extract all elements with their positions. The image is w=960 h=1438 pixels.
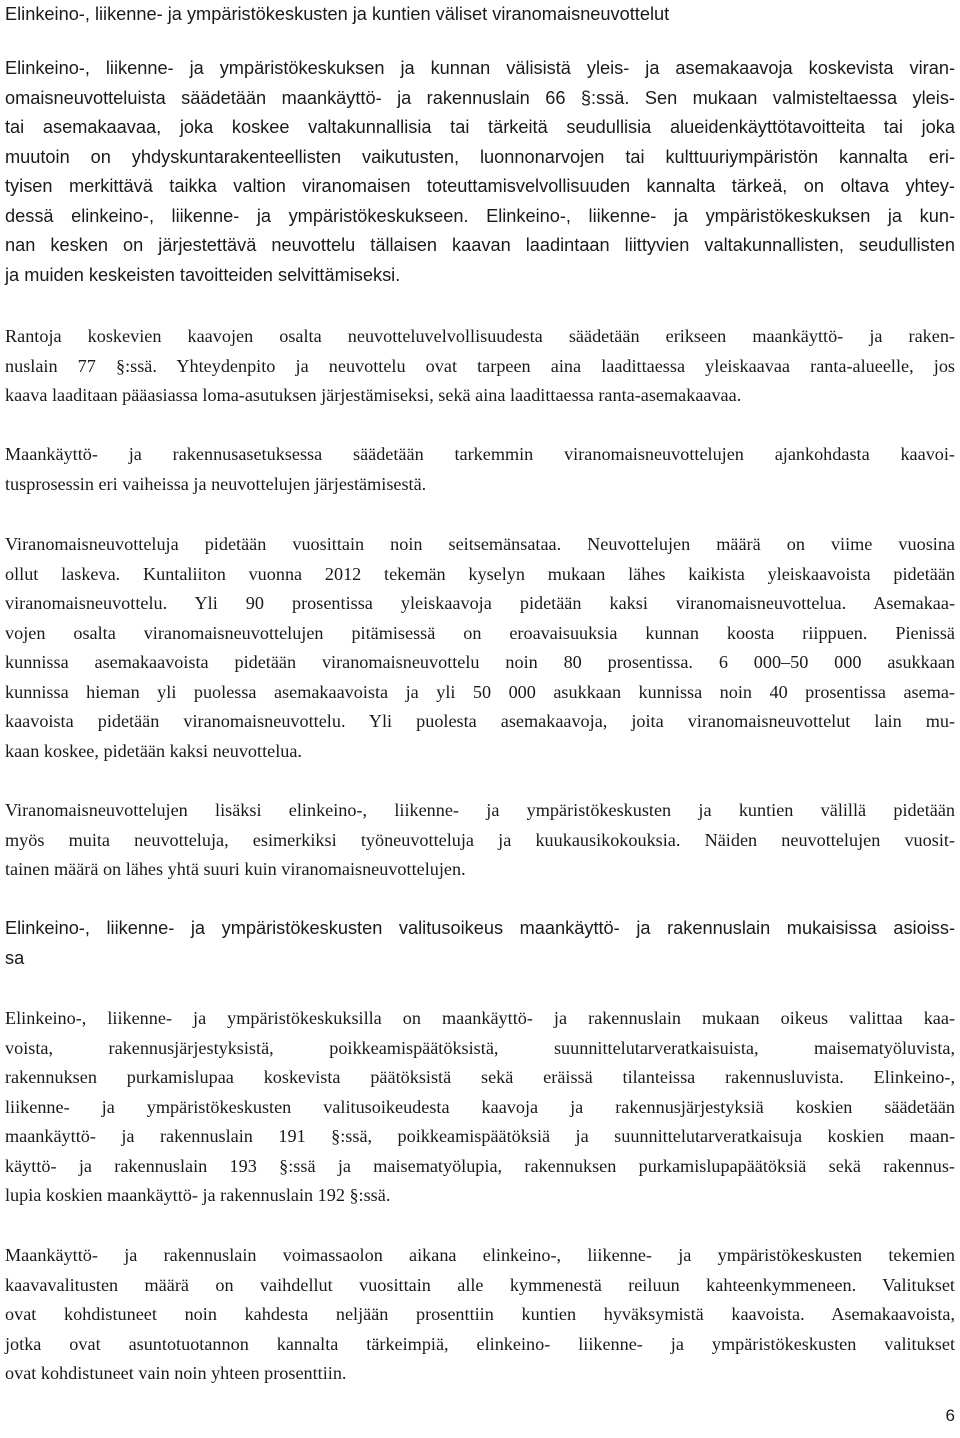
text-line: ovat kohdistuneet noin kahdesta neljään prosenttiin kuntien hyväksymistä kaavoista. Asemakaavoista, xyxy=(5,1304,955,1324)
text-line: kaavoista pidetään viranomaisneuvottelu. Yli puolesta asemakaavoja, joita viranomaisneuvottelut lain mu- xyxy=(5,711,955,731)
paragraph-4 xyxy=(5,530,955,766)
text-line: Maankäyttö- ja rakennusasetuksessa säädetään tarkemmin viranomaisneuvottelujen ajankohdasta kaavoi- xyxy=(5,444,955,464)
text-line: nan kesken on järjestettävä neuvottelu tällaisen kaavan laadintaan liittyvien valtakunnallisten, seudullisten xyxy=(5,235,955,255)
text-line: kunnissa asemakaavoista pidetään viranomaisneuvottelu noin 80 prosentissa. 6 000–50 000 asukkaan xyxy=(5,652,955,672)
paragraph-2 xyxy=(5,322,955,411)
text-line: viranomaisneuvottelu. Yli 90 prosentissa yleiskaavoja pidetään kaksi viranomaisneuvottelua. Asemakaa- xyxy=(5,593,955,613)
text-line: kaavavalitusten määrä on vaihdellut vuosittain alle kymmenestä reiluun kahteenkymmeneen. Valitukset xyxy=(5,1274,955,1295)
text-line: muutoin on yhdyskuntarakenteellisten vaikutusten, luonnonarvojen tai kulttuuriympäristön kannalta eri- xyxy=(5,146,955,167)
section-heading-viranomaisneuvottelut: Elinkeino-, liikenne- ja ympäristökeskusten ja kuntien väliset viranomaisneuvottelut xyxy=(5,4,670,24)
text-line: ja muiden keskeisten tavoitteiden selvittämiseksi. xyxy=(5,264,401,285)
paragraph-5 xyxy=(5,796,955,885)
text-line: ollut laskeva. Kuntaliiton vuonna 2012 tekemän kyselyn mukaan lähes kaikista yleiskaavoista pidetään xyxy=(5,563,955,584)
text-line: Viranomaisneuvotteluja pidetään vuosittain noin seitsemänsataa. Neuvottelujen määrä on viime vuosina xyxy=(5,534,955,554)
text-line: nuslain 77 §:ssä. Yhteydenpito ja neuvottelu ovat tarpeen aina laadittaessa yleiskaavaa ranta-alueelle, jos xyxy=(5,355,955,376)
heading-line: Elinkeino-, liikenne- ja ympäristökeskusten valitusoikeus maankäyttö- ja rakennuslain mukaisissa asioiss- xyxy=(5,918,955,938)
text-line: vojen osalta viranomaisneuvottelujen pitämisessä on eroavaisuuksia kunnan koosta riippuen. Pienissä xyxy=(5,622,955,643)
paragraph-7 xyxy=(5,1241,955,1389)
text-line: ovat kohdistuneet vain noin yhteen prosenttiin. xyxy=(5,1363,347,1383)
text-line: omaisneuvotteluista säädetään maankäyttö- ja rakennuslain 66 §:ssä. Sen mukaan valmisteltaessa yleis- xyxy=(5,87,955,108)
text-line: Elinkeino-, liikenne- ja ympäristökeskuksen ja kunnan välisistä yleis- ja asemakaavoja koskevista viran- xyxy=(5,58,955,78)
text-line: kunnissa hieman yli puolessa asemakaavoista ja yli 50 000 asukkaan kunnissa noin 40 prosentissa asema- xyxy=(5,681,955,702)
text-line: käyttö- ja rakennuslain 193 §:ssä ja maisematyölupia, rakennuksen purkamislupapäätöksiä sekä rakennus- xyxy=(5,1155,955,1176)
paragraph-3 xyxy=(5,440,955,499)
text-line: maankäyttö- ja rakennuslain 191 §:ssä, poikkeamispäätöksiä ja suunnittelutarveratkaisuja koskien maan- xyxy=(5,1126,955,1146)
text-line: Rantoja koskevien kaavojen osalta neuvotteluvelvollisuudesta säädetään erikseen maankäyttö- ja raken- xyxy=(5,326,955,346)
text-line: jotka ovat asuntotuotannon kannalta tärkeimpiä, elinkeino- liikenne- ja ympäristökeskusten valitukset xyxy=(5,1333,955,1354)
paragraph-1 xyxy=(5,54,955,290)
section-heading-valitusoikeus xyxy=(5,914,955,973)
text-line: Maankäyttö- ja rakennuslain voimassaolon aikana elinkeino-, liikenne- ja ympäristökeskusten tekemien xyxy=(5,1245,955,1265)
text-line: myös muita neuvotteluja, esimerkiksi työneuvotteluja ja kuukausikokouksia. Näiden neuvottelujen vuosit- xyxy=(5,829,955,850)
text-line: liikenne- ja ympäristökeskusten valitusoikeudesta kaavoja ja rakennusjärjestyksiä koskien säädetään xyxy=(5,1096,955,1117)
text-line: Viranomaisneuvottelujen lisäksi elinkeino-, liikenne- ja ympäristökeskusten ja kuntien välillä pidetään xyxy=(5,800,955,820)
text-line: kaan koskee, pidetään kaksi neuvottelua. xyxy=(5,740,302,761)
page-number: 6 xyxy=(945,1406,955,1425)
text-line: kaava laaditaan pääasiassa loma-asutuksen järjestämiseksi, sekä aina laadittaessa ranta-asemakaavaa. xyxy=(5,385,742,405)
text-line: tyisen merkittävä taikka valtion viranomaisen toteuttamisvelvollisuuden kannalta tärkeä, on oltava yhtey- xyxy=(5,176,955,196)
paragraph-6 xyxy=(5,1004,955,1211)
text-line: tusprosessin eri vaiheissa ja neuvottelujen järjestämisestä. xyxy=(5,473,427,494)
text-line: Elinkeino-, liikenne- ja ympäristökeskuksilla on maankäyttö- ja rakennuslain mukaan oikeus valittaa kaa- xyxy=(5,1008,955,1028)
text-line: rakennuksen purkamislupaa koskevista päätöksistä sekä eräissä tilanteissa rakennusluvista. Elinkeino-, xyxy=(5,1067,955,1087)
heading-line: sa xyxy=(5,947,25,968)
text-line: dessä elinkeino-, liikenne- ja ympäristökeskukseen. Elinkeino-, liikenne- ja ympäristökeskuksen ja kun- xyxy=(5,205,955,226)
text-line: tai asemakaavaa, joka koskee valtakunnallisia tai tärkeitä seudullisia alueidenkäyttötavoitteita tai joka xyxy=(5,117,955,137)
text-line: voista, rakennusjärjestyksistä, poikkeamispäätöksistä, suunnittelutarveratkaisuista, maisematyöluvista, xyxy=(5,1037,955,1058)
text-line: lupia koskien maankäyttö- ja rakennuslain 192 §:ssä. xyxy=(5,1185,391,1205)
text-line: tainen määrä on lähes yhtä suuri kuin viranomaisneuvottelujen. xyxy=(5,859,466,879)
